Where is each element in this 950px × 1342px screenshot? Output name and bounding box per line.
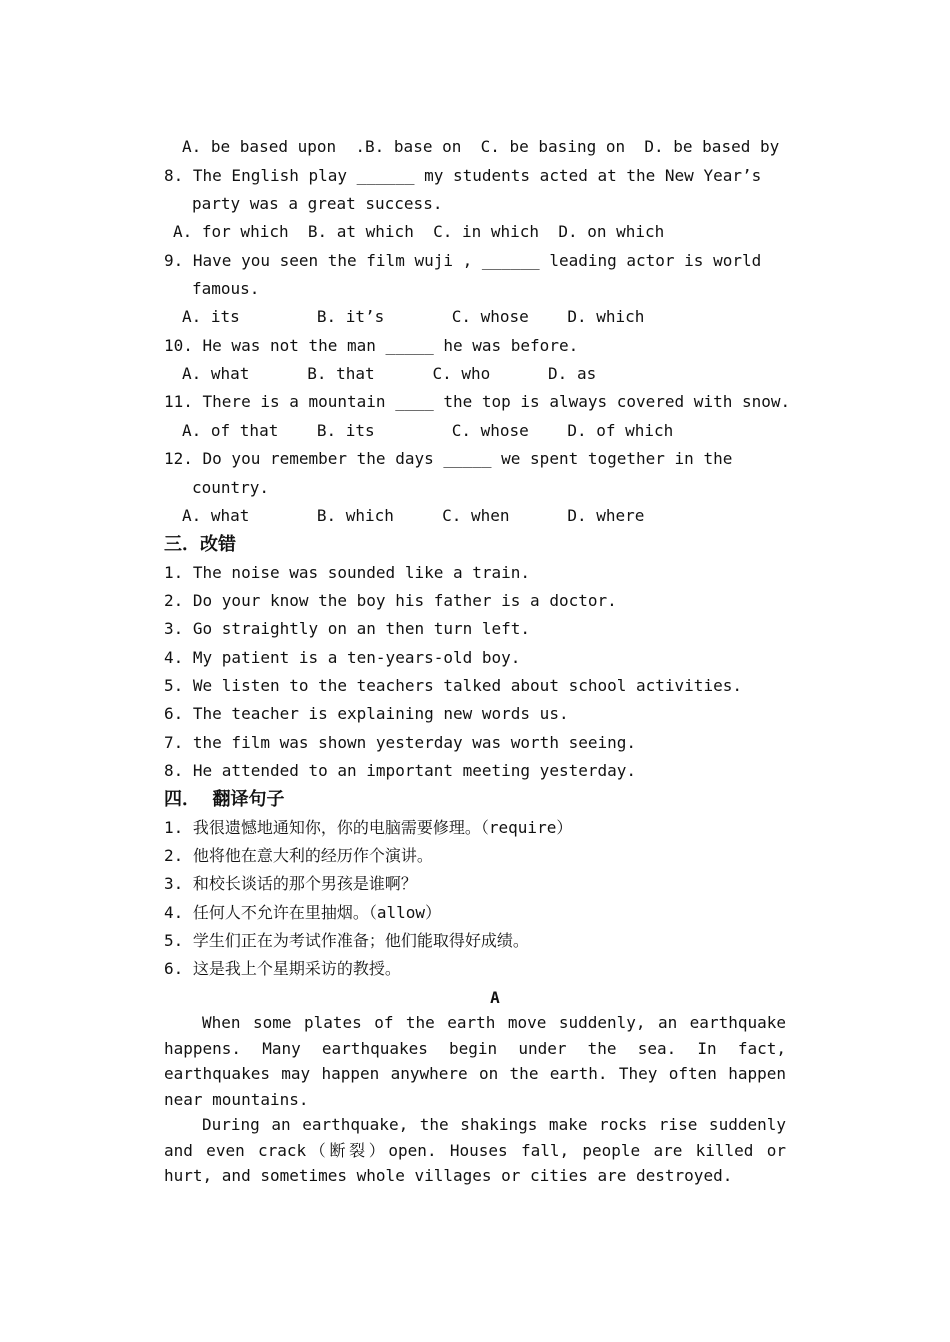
section-3-heading: 三．改错: [164, 534, 236, 555]
reading-passage-label: A: [490, 988, 500, 1007]
translation-item: 5. 学生们正在为考试作准备；他们能取得好成绩。: [164, 931, 529, 950]
question-8-stem: 8. The English play ______ my students acted at the New Year’s: [164, 166, 762, 185]
section-4-heading: 四． 翻译句子: [164, 789, 285, 810]
question-11-stem: 11. There is a mountain ____ the top is always covered with snow.: [164, 392, 791, 411]
translation-item: 4. 任何人不允许在里抽烟。（allow）: [164, 903, 442, 922]
question-8-options: A. for which B. at which C. in which D. on which: [173, 222, 665, 241]
correction-item: 3. Go straightly on an then turn left.: [164, 619, 531, 638]
correction-item: 6. The teacher is explaining new words us.: [164, 704, 569, 723]
translation-item: 6. 这是我上个星期采访的教授。: [164, 959, 401, 978]
question-12-stem: 12. Do you remember the days _____ we spent together in the: [164, 449, 733, 468]
question-10-stem: 10. He was not the man _____ he was before.: [164, 336, 579, 355]
translation-item: 1. 我很遗憾地通知你，你的电脑需要修理。（require）: [164, 818, 573, 837]
question-8-stem-cont: party was a great success.: [192, 194, 443, 213]
question-10-options: A. what B. that C. who D. as: [182, 364, 597, 383]
question-12-options: A. what B. which C. when D. where: [182, 506, 645, 525]
translation-item: 3. 和校长谈话的那个男孩是谁啊？: [164, 874, 417, 893]
question-7-options: A. be based upon .B. base on C. be basing on D. be based by: [182, 137, 780, 156]
question-11-options: A. of that B. its C. whose D. of which: [182, 421, 674, 440]
reading-paragraph-1: When some plates of the earth move suddenly, an earthquake happens. Many earthquakes begin under the sea. In fact, earthquakes may happen anywhere on the earth. They often happen near mountains.: [164, 1013, 786, 1109]
reading-paragraph-2: During an earthquake, the shakings make rocks rise suddenly and even crack（断裂）open. Houses fall, people are killed or hurt, and sometimes whole villages or cities are destroyed.: [164, 1115, 786, 1185]
correction-item: 5. We listen to the teachers talked about school activities.: [164, 676, 742, 695]
question-9-stem: 9. Have you seen the film wuji , ______ leading actor is world: [164, 251, 762, 270]
correction-item: 1. The noise was sounded like a train.: [164, 563, 531, 582]
correction-item: 8. He attended to an important meeting yesterday.: [164, 761, 637, 780]
correction-item: 2. Do your know the boy his father is a doctor.: [164, 591, 617, 610]
question-12-stem-cont: country.: [192, 478, 270, 497]
translation-item: 2. 他将他在意大利的经历作个演讲。: [164, 846, 433, 865]
question-9-stem-cont: famous.: [192, 279, 260, 298]
correction-item: 7. the film was shown yesterday was worth seeing.: [164, 733, 637, 752]
question-9-options: A. its B. it’s C. whose D. which: [182, 307, 645, 326]
correction-item: 4. My patient is a ten-years-old boy.: [164, 648, 521, 667]
